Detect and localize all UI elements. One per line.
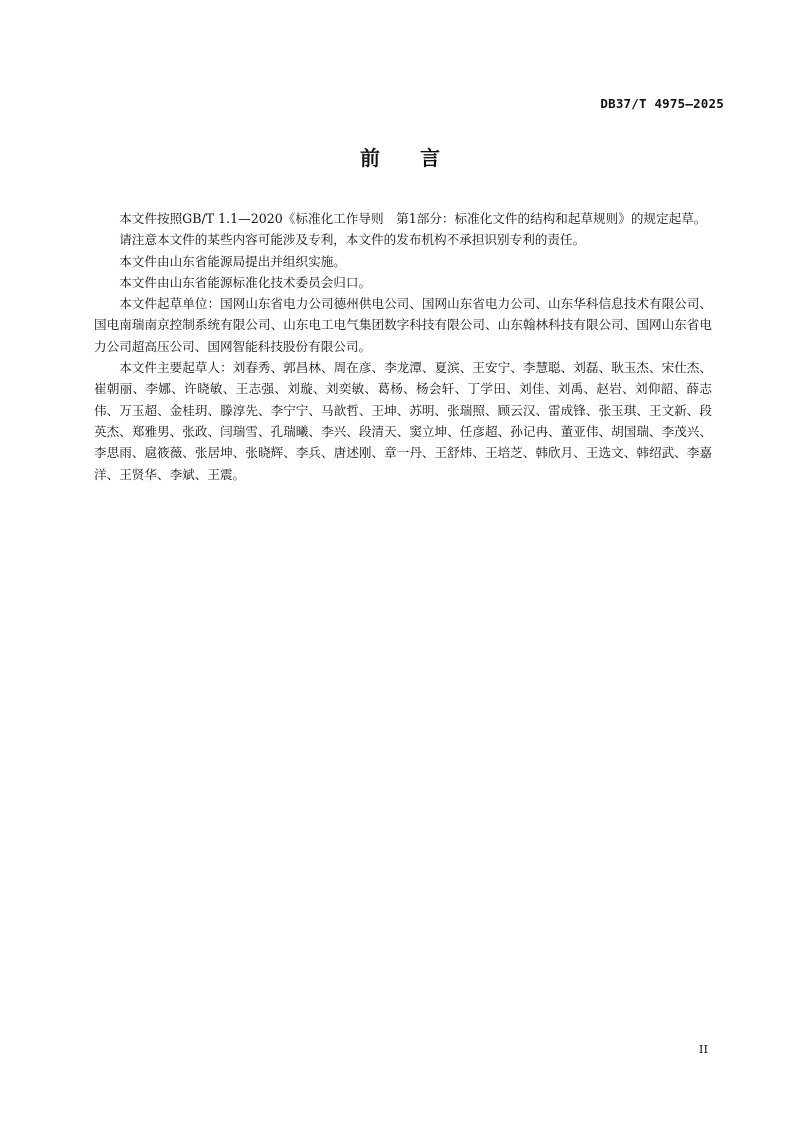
page-number: II: [698, 1042, 708, 1056]
page-title: [0, 142, 800, 171]
document-code: DB37/T 4975—2025: [600, 96, 724, 111]
title-char-2: 言: [420, 146, 440, 170]
paragraph-patent-notice: 请注意本文件的某些内容可能涉及专利，本文件的发布机构不承担识别专利的责任。: [119, 232, 586, 248]
paragraph-drafting-units: 本文件起草单位：国网山东省电力公司德州供电公司、国网山东省电力公司、山东华科信息技术有限公司、国电南瑞南京控制系统有限公司、山东电工电气集团数字科技有限公司、山东翰林科技有限公司、国网山东省电力公司超高压公司、国网智能科技股份有限公司。: [94, 296, 712, 354]
paragraph-committee: 本文件由山东省能源标准化技术委员会归口。: [119, 274, 372, 290]
foreword-body: [94, 208, 712, 485]
title-char-1: 前: [360, 146, 380, 170]
paragraph-drafting-rules: 本文件按照GB/T 1.1—2020《标准化工作导则 第1部分：标准化文件的结构和起草规则》的规定起草。: [119, 211, 707, 226]
paragraph-drafters: 本文件主要起草人：刘春秀、郭昌林、周在彦、李龙潭、夏滨、王安宁、李慧聪、刘磊、耿玉杰、宋仕杰、崔朝丽、李娜、许晓敏、王志强、刘璇、刘奕敏、葛杨、杨会轩、丁学田、刘佳、刘禹、赵岩、刘仰韶、薛志伟、万玉超、金桂玥、滕淳先、李宁宁、马歆哲、王坤、苏明、张瑞照、顾云汉、雷成锋、张玉琪、王文新、段英杰、郑雅男、张政、闫瑞雪、孔瑞曦、李兴、段清天、窦立坤、任彦超、孙记冉、董亚伟、胡国瑞、李茂兴、李思雨、扈筱薇、张居坤、张晓辉、李兵、唐述刚、章一丹、王舒炜、王培芝、韩欣月、王选文、韩绍武、李嘉洋、王贤华、李斌、王震。: [94, 360, 712, 482]
paragraph-proposer: 本文件由山东省能源局提出并组织实施。: [119, 253, 346, 269]
